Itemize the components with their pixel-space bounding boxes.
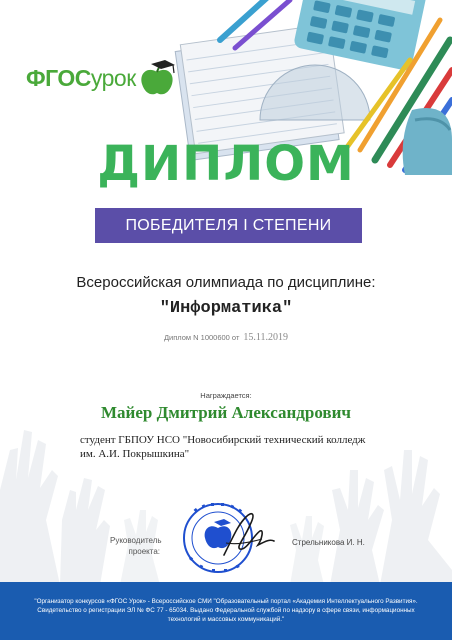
apple-graduation-cap-icon [137,58,177,98]
student-info-line-1: студент ГБПОУ НСО "Новосибирский технический колледж [80,434,366,446]
student-info-line-2: им. А.И. Покрышкина" [80,448,190,460]
logo-text-urok: урок [90,64,136,91]
footer-line-2: Свидетельство о регистрации ЭЛ № ФС 77 - 65034. Выдано Федеральной службой по надзору в сфере связи, информационных [37,607,415,614]
olympiad-line: Всероссийская олимпиада по дисциплине: [76,274,376,291]
diploma-number-line [0,332,452,343]
supervisor-name: Стрельникова И. Н. [292,538,365,547]
footer-text [20,597,432,624]
signature [224,514,274,555]
supervisor-label [110,535,160,557]
discipline-name: "Информатика" [159,299,293,318]
diploma-number: Диплом N 1000600 от [163,333,240,342]
diploma-title: ДИПЛОМ [97,136,355,192]
awarded-label: Награждается: [200,391,252,400]
supervisor-label-line-2: проекта: [128,547,160,556]
winner-name: Майер Дмитрий Александрович [101,403,351,422]
footer-line-3: технологий и массовых коммуникаций." [167,616,285,623]
diploma-date: 15.11.2019 [243,332,289,343]
degree-banner: ПОБЕДИТЕЛЯ I СТЕПЕНИ [95,208,362,243]
official-stamp [176,495,276,580]
footer-line-1: "Организатор конкурсов «ФГОС Урок» - Всероссийское СМИ "Образовательный портал «Академия Интеллектуального Развития». [34,598,418,605]
supervisor-label-line-1: Руководитель [110,536,162,545]
logo-text-fgos: ФГОС [26,64,91,91]
student-info [80,433,400,461]
fgos-urok-logo [26,58,177,98]
